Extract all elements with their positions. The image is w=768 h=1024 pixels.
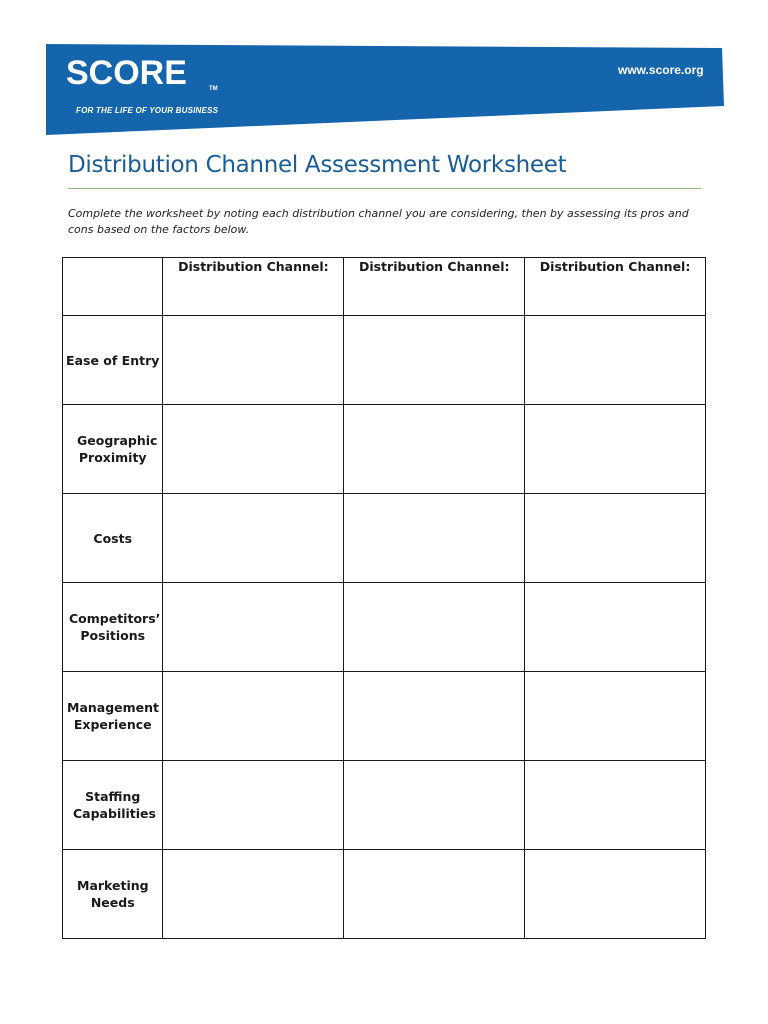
trademark-mark: TM [209, 86, 218, 92]
tagline: FOR THE LIFE OF YOUR BUSINESS [76, 106, 219, 115]
row-label-competitors-positions: Competitors’ Positions [63, 583, 163, 672]
table-row [63, 850, 706, 939]
entry-cell[interactable] [163, 494, 344, 583]
website-link[interactable]: www.score.org [618, 63, 704, 77]
entry-cell[interactable] [163, 583, 344, 672]
entry-cell[interactable] [344, 583, 525, 672]
entry-cell[interactable] [525, 316, 706, 405]
row-label-staffing-capabilities: Staffing Capabilities [63, 761, 163, 850]
table-header-row [63, 258, 706, 316]
row-label-costs: Costs [63, 494, 163, 583]
instructions-text: Complete the worksheet by noting each distribution channel you are considering, then by assessing its pros and cons based on the factors below. [68, 207, 689, 236]
table-row [63, 583, 706, 672]
entry-cell[interactable] [163, 405, 344, 494]
corner-cell [63, 258, 163, 316]
table-row [63, 316, 706, 405]
entry-cell[interactable] [344, 672, 525, 761]
entry-cell[interactable] [525, 405, 706, 494]
channel-header-1[interactable]: Distribution Channel: [163, 258, 344, 316]
entry-cell[interactable] [525, 761, 706, 850]
channel-header-2[interactable]: Distribution Channel: [344, 258, 525, 316]
entry-cell[interactable] [525, 850, 706, 939]
channel-header-3[interactable]: Distribution Channel: [525, 258, 706, 316]
score-swoosh-icon [0, 0, 52, 40]
table-row [63, 761, 706, 850]
title-divider [68, 188, 701, 189]
entry-cell[interactable] [344, 494, 525, 583]
entry-cell[interactable] [163, 672, 344, 761]
row-label-ease-of-entry: Ease of Entry [63, 316, 163, 405]
entry-cell[interactable] [525, 583, 706, 672]
table-row [63, 672, 706, 761]
entry-cell[interactable] [344, 850, 525, 939]
page-title: Distribution Channel Assessment Worksheet [68, 152, 567, 178]
entry-cell[interactable] [344, 761, 525, 850]
row-label-marketing-needs: Marketing Needs [63, 850, 163, 939]
table-row [63, 494, 706, 583]
entry-cell[interactable] [525, 494, 706, 583]
entry-cell[interactable] [163, 761, 344, 850]
row-label-management-experience: Management Experience [63, 672, 163, 761]
entry-cell[interactable] [525, 672, 706, 761]
assessment-worksheet-table [62, 257, 706, 939]
entry-cell[interactable] [163, 316, 344, 405]
entry-cell[interactable] [344, 316, 525, 405]
score-header-banner [0, 0, 768, 140]
row-label-geographic-proximity: Geographic Proximity [63, 405, 163, 494]
score-logo-text: SCORE [66, 54, 187, 92]
table-row [63, 405, 706, 494]
entry-cell[interactable] [163, 850, 344, 939]
entry-cell[interactable] [344, 405, 525, 494]
